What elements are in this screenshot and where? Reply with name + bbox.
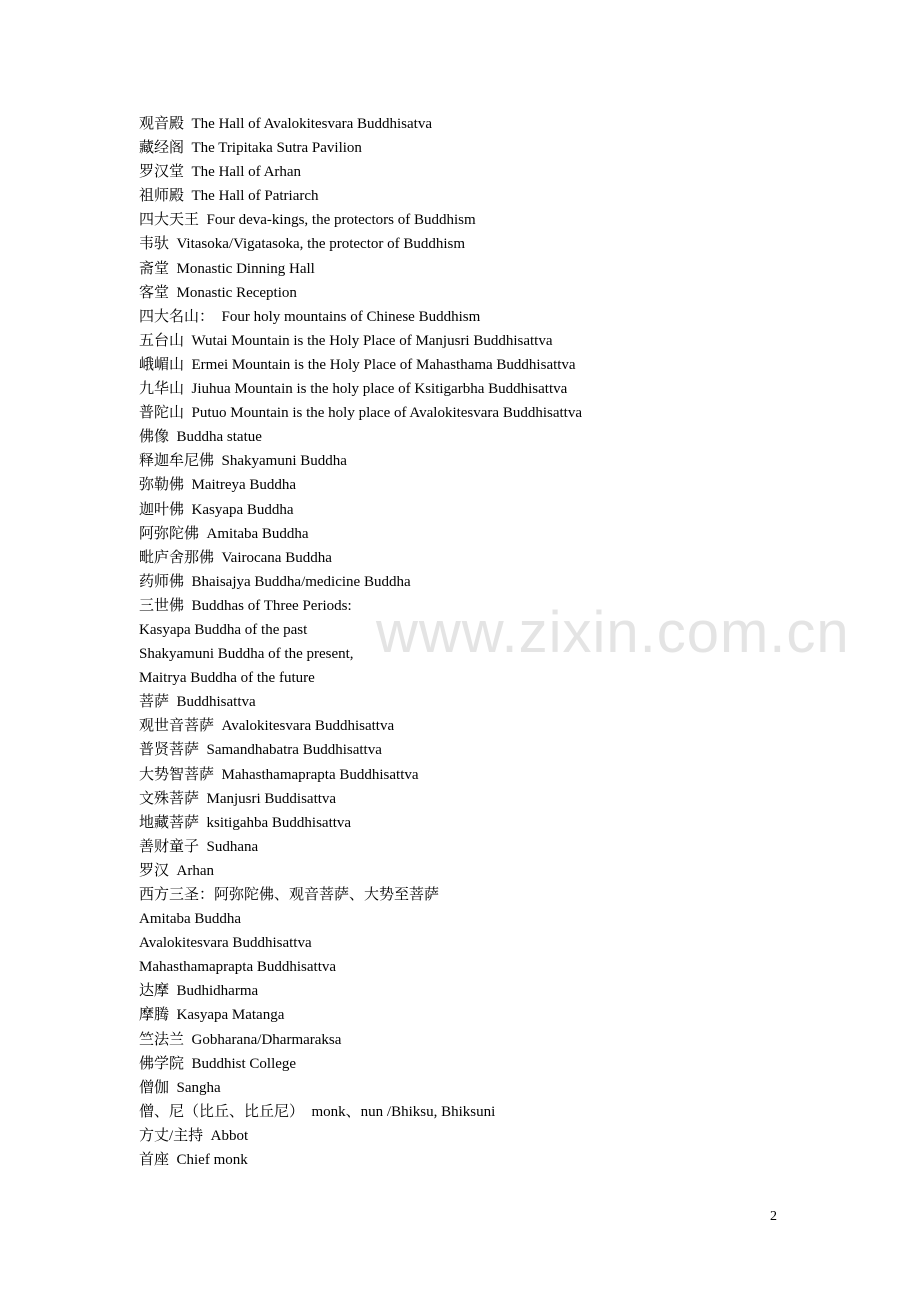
glossary-line: 观世音菩萨 Avalokitesvara Buddhisattva	[139, 718, 395, 735]
glossary-line: 善财童子 Sudhana	[139, 838, 259, 855]
glossary-line: 四大天王 Four deva-kings, the protectors of Buddhism	[139, 212, 476, 229]
glossary-line: 毗庐舍那佛 Vairocana Buddha	[139, 549, 332, 566]
glossary-line: 罗汉堂 The Hall of Arhan	[139, 164, 302, 181]
glossary-line: 阿弥陀佛 Amitaba Buddha	[139, 525, 309, 542]
glossary-line: 峨嵋山 Ermei Mountain is the Holy Place of Mahasthama Buddhisattva	[139, 356, 576, 373]
glossary-line: 文殊菩萨 Manjusri Buddisattva	[139, 790, 337, 807]
glossary-line: 斋堂 Monastic Dinning Hall	[139, 260, 315, 277]
glossary-line: Avalokitesvara Buddhisattva	[139, 935, 312, 952]
glossary-line: 观音殿 The Hall of Avalokitesvara Buddhisatva	[139, 116, 432, 132]
glossary-line: Kasyapa Buddha of the past	[139, 621, 308, 638]
glossary-line: 四大名山： Four holy mountains of Chinese Buddhism	[139, 308, 481, 325]
glossary-line: 菩萨 Buddhisattva	[139, 694, 256, 711]
glossary-line: 竺法兰 Gobharana/Dharmaraksa	[139, 1031, 342, 1048]
glossary-line: 迦叶佛 Kasyapa Buddha	[139, 501, 294, 518]
glossary-line: Amitaba Buddha	[139, 911, 242, 928]
glossary-line: 普陀山 Putuo Mountain is the holy place of Avalokitesvara Buddhisattva	[139, 405, 582, 422]
glossary-line: 藏经阁 The Tripitaka Sutra Pavilion	[139, 140, 362, 157]
glossary-line: 首座 Chief monk	[139, 1152, 248, 1169]
glossary-line: 达摩 Budhidharma	[139, 983, 259, 1000]
glossary-line: 祖师殿 The Hall of Patriarch	[139, 188, 319, 205]
glossary-line: 释迦牟尼佛 Shakyamuni Buddha	[139, 453, 347, 470]
glossary-line: 普贤菩萨 Samandhabatra Buddhisattva	[139, 742, 382, 759]
glossary-line: 韦驮 Vitasoka/Vigatasoka, the protector of Buddhism	[139, 236, 466, 253]
glossary-line: 僧伽 Sangha	[139, 1079, 221, 1096]
glossary-line: 僧、尼（比丘、比丘尼） monk、nun /Bhiksu, Bhiksuni	[139, 1103, 496, 1120]
glossary-line: 九华山 Jiuhua Mountain is the holy place of Ksitigarbha Buddhisattva	[139, 381, 568, 398]
glossary-list	[139, 112, 839, 1172]
glossary-line: 药师佛 Bhaisajya Buddha/medicine Buddha	[139, 573, 411, 590]
glossary-line: 弥勒佛 Maitreya Buddha	[139, 477, 297, 494]
glossary-line: Shakyamuni Buddha of the present,	[139, 646, 354, 663]
glossary-line: Mahasthamaprapta Buddhisattva	[139, 959, 337, 976]
glossary-line: 摩腾 Kasyapa Matanga	[139, 1007, 285, 1024]
glossary-line: 罗汉 Arhan	[139, 862, 214, 879]
glossary-line: 佛像 Buddha statue	[139, 429, 262, 446]
watermark: www.zixin.com.cn	[376, 600, 850, 665]
glossary-line: 客堂 Monastic Reception	[139, 284, 297, 301]
glossary-line: 地藏菩萨 ksitigahba Buddhisattva	[139, 814, 352, 831]
glossary-line: 大势智菩萨 Mahasthamaprapta Buddhisattva	[139, 766, 419, 783]
glossary-line: Maitrya Buddha of the future	[139, 670, 315, 687]
glossary-line: 西方三圣：阿弥陀佛、观音菩萨、大势至菩萨	[139, 887, 440, 903]
glossary-line: 佛学院 Buddhist College	[139, 1055, 297, 1072]
glossary-line: 三世佛 Buddhas of Three Periods:	[139, 597, 352, 614]
glossary-line: 五台山 Wutai Mountain is the Holy Place of Manjusri Buddhisattva	[139, 332, 553, 349]
glossary-line: 方丈/主持 Abbot	[139, 1127, 249, 1144]
page-number: 2	[770, 1209, 777, 1224]
